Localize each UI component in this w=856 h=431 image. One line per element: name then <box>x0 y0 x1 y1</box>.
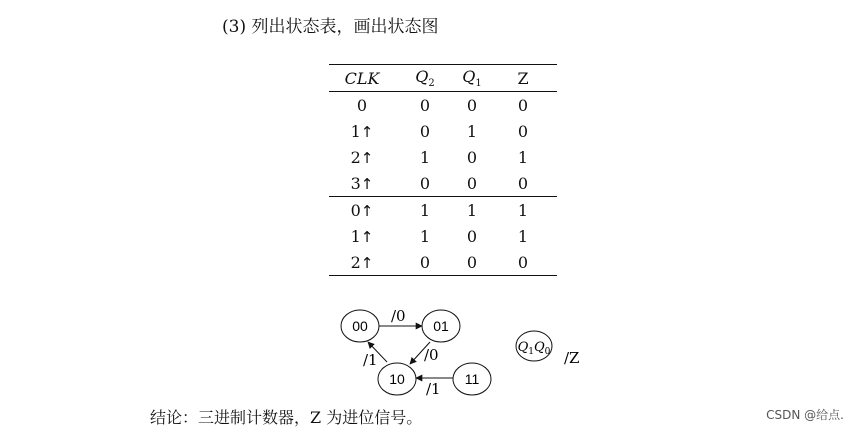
table-row <box>329 118 557 144</box>
table-row <box>329 170 557 197</box>
svg-text:00: 00 <box>352 318 368 334</box>
state-11 <box>453 363 491 395</box>
header-z: Z <box>489 65 557 92</box>
svg-text:10: 10 <box>389 371 405 387</box>
table-row <box>329 92 557 119</box>
header-q1: $Q_1$ <box>455 65 489 92</box>
cell-q2: 0 <box>419 173 431 193</box>
cell-z: 1 <box>517 226 529 246</box>
cell-q2: 1 <box>419 147 431 167</box>
state-10 <box>378 363 416 395</box>
cell-z: 1 <box>517 147 529 167</box>
cell-z: 0 <box>489 249 557 276</box>
cell-q2: 0 <box>419 95 431 115</box>
cell-z: 0 <box>517 95 529 115</box>
table-row <box>329 249 557 276</box>
section-heading: (3) 列出状态表，画出状态图 <box>222 17 439 37</box>
cell-q2: 0 <box>395 249 455 276</box>
cell-q2: 1 <box>419 226 431 246</box>
cell-q1: 0 <box>466 95 478 115</box>
svg-text:11: 11 <box>464 371 480 387</box>
state-diagram <box>330 300 600 410</box>
edge-label-01-10: /0 <box>424 346 439 364</box>
cell-clk: 0 <box>356 95 368 115</box>
cell-q2: 1 <box>395 197 455 224</box>
svg-text:Q1Q0: $Q_1Q_0$ <box>517 340 551 357</box>
svg-text:/Z: /Z <box>564 349 580 367</box>
svg-text:01: 01 <box>433 318 449 334</box>
cell-q1: 0 <box>466 147 478 167</box>
table-row <box>329 197 557 224</box>
table-row <box>329 144 557 170</box>
cell-clk: 2↑ <box>350 147 374 167</box>
cell-clk: 1↑ <box>350 226 374 246</box>
cell-clk: 3↑ <box>350 173 374 193</box>
conclusion-text: 结论：三进制计数器，Z 为进位信号。 <box>150 408 423 427</box>
cell-z: 0 <box>517 173 529 193</box>
cell-q1: 0 <box>455 249 489 276</box>
edge-label-10-00: /1 <box>363 351 378 369</box>
cell-z: 0 <box>517 121 529 141</box>
state-diagram-legend <box>516 331 579 367</box>
cell-q1: 1 <box>455 197 489 224</box>
state-table <box>329 64 557 276</box>
cell-q1: 0 <box>466 173 478 193</box>
header-q2: $Q_2$ <box>395 65 455 92</box>
cell-clk: 0↑ <box>329 197 395 224</box>
state-00 <box>341 310 379 342</box>
cell-clk: 2↑ <box>329 249 395 276</box>
state-01 <box>422 310 460 342</box>
header-clk: CLK <box>329 65 395 92</box>
table-header-row <box>329 65 557 92</box>
cell-q1: 1 <box>466 121 478 141</box>
watermark: CSDN @给点. <box>766 408 844 422</box>
cell-clk: 1↑ <box>350 121 374 141</box>
cell-q2: 0 <box>419 121 431 141</box>
edge-label-00-01: /0 <box>391 307 406 325</box>
edge-label-11-10: /1 <box>426 380 441 398</box>
cell-z: 1 <box>489 197 557 224</box>
cell-q1: 0 <box>466 226 478 246</box>
table-row <box>329 223 557 249</box>
